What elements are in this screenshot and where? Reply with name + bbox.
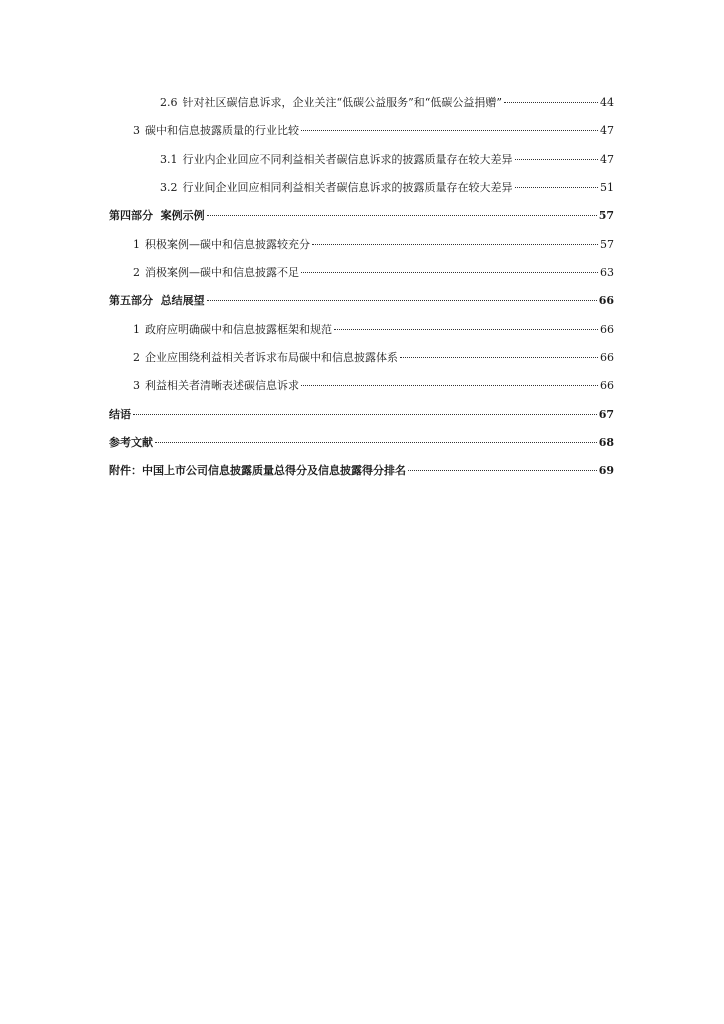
toc-entry-number: 3.2 xyxy=(160,181,178,194)
toc-entry-page: 66 xyxy=(598,294,614,307)
toc-entry-page: 66 xyxy=(600,379,614,392)
toc-entry-title: 政府应明确碳中和信息披露框架和规范 xyxy=(145,323,332,336)
toc-entry-title: 行业间企业回应相同利益相关者碳信息诉求的披露质量存在较大差异 xyxy=(182,181,513,194)
dot-leader xyxy=(515,159,599,160)
toc-entry-page: 51 xyxy=(600,181,614,194)
toc-entry-title: 针对社区碳信息诉求，企业关注“低碳公益服务”和“低碳公益捐赠” xyxy=(182,96,502,109)
toc-entry-5-2[interactable] xyxy=(133,350,614,366)
toc-entry-page: 44 xyxy=(600,96,614,109)
dot-leader xyxy=(155,442,597,443)
dot-leader xyxy=(207,300,597,301)
toc-entry-page: 69 xyxy=(598,464,614,477)
toc-entry-title: 积极案例—碳中和信息披露较充分 xyxy=(145,238,310,251)
toc-entry-part-4[interactable] xyxy=(109,208,614,224)
dot-leader xyxy=(301,272,598,273)
toc-entry-page: 67 xyxy=(598,408,614,421)
toc-entry-number: 3 xyxy=(133,379,140,392)
toc-entry-5-1[interactable] xyxy=(133,322,614,338)
dot-leader xyxy=(515,187,599,188)
toc-entry-part-5[interactable] xyxy=(109,293,614,309)
toc-entry-page: 66 xyxy=(600,351,614,364)
toc-entry-title: 第五部分 总结展望 xyxy=(109,294,205,307)
toc-entry-number: 2 xyxy=(133,266,140,279)
toc-entry-page: 57 xyxy=(600,238,614,251)
toc-entry-number: 3 xyxy=(133,124,140,137)
dot-leader xyxy=(207,215,597,216)
toc-entry-page: 47 xyxy=(600,124,614,137)
toc-entry-number: 1 xyxy=(133,238,140,251)
toc-entry-3-2[interactable] xyxy=(160,180,614,196)
dot-leader xyxy=(133,414,597,415)
dot-leader xyxy=(408,470,597,471)
toc-entry-5-3[interactable] xyxy=(133,378,614,394)
toc-entry-page: 66 xyxy=(600,323,614,336)
dot-leader xyxy=(312,244,598,245)
toc-entry-title: 附件：中国上市公司信息披露质量总得分及信息披露得分排名 xyxy=(109,464,406,477)
toc-entry-title: 第四部分 案例示例 xyxy=(109,209,205,222)
toc-entry-references[interactable] xyxy=(109,435,614,451)
toc-entry-title: 利益相关者清晰表述碳信息诉求 xyxy=(145,379,299,392)
toc-entry-title: 结语 xyxy=(109,408,131,421)
toc-entry-title: 消极案例—碳中和信息披露不足 xyxy=(145,266,299,279)
dot-leader xyxy=(301,130,598,131)
toc-entry-3-1[interactable] xyxy=(160,152,614,168)
toc-entry-number: 1 xyxy=(133,323,140,336)
dot-leader xyxy=(301,385,598,386)
toc-entry-page: 57 xyxy=(598,209,614,222)
toc-entry-title: 碳中和信息披露质量的行业比较 xyxy=(145,124,299,137)
toc-entry-title: 参考文献 xyxy=(109,436,153,449)
toc-entry-appendix[interactable] xyxy=(109,463,614,479)
toc-entry-number: 2.6 xyxy=(160,96,178,109)
dot-leader xyxy=(504,102,598,103)
toc-entry-number: 3.1 xyxy=(160,153,178,166)
dot-leader xyxy=(400,357,598,358)
toc-entry-title: 行业内企业回应不同利益相关者碳信息诉求的披露质量存在较大差异 xyxy=(182,153,513,166)
toc-entry-title: 企业应围绕利益相关者诉求布局碳中和信息披露体系 xyxy=(145,351,398,364)
toc-entry-2-6[interactable] xyxy=(160,95,614,111)
toc-entry-3[interactable] xyxy=(133,123,614,139)
dot-leader xyxy=(334,329,598,330)
toc-entry-4-1[interactable] xyxy=(133,237,614,253)
toc-entry-page: 63 xyxy=(600,266,614,279)
toc-entry-number: 2 xyxy=(133,351,140,364)
toc-entry-page: 47 xyxy=(600,153,614,166)
toc-entry-4-2[interactable] xyxy=(133,265,614,281)
toc-entry-conclusion[interactable] xyxy=(109,407,614,423)
toc-entry-page: 68 xyxy=(598,436,614,449)
